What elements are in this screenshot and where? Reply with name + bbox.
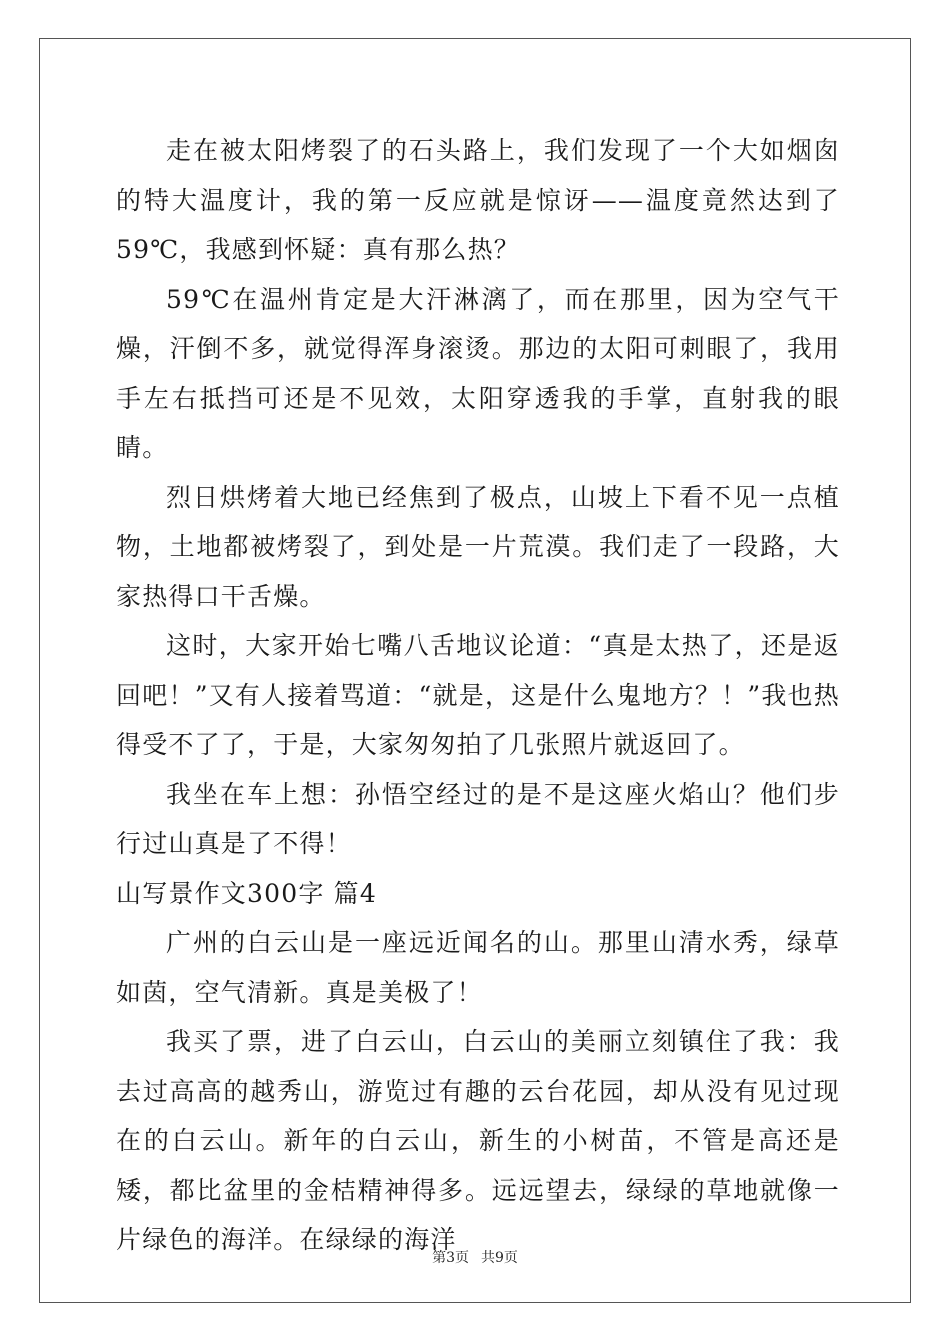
paragraph: 我买了票，进了白云山，白云山的美丽立刻镇住了我：我去过高高的越秀山，游览过有趣的云台花园，却从没有见过现在的白云山。新年的白云山，新生的小树苗，不管是高还是矮，都比盆里的金桔精神得多。远远望去，绿绿的草地就像一片绿色的海洋。在绿绿的海洋 (116, 1027, 840, 1254)
paragraph: 我坐在车上想：孙悟空经过的是不是这座火焰山？他们步行过山真是了不得！ (116, 779, 840, 858)
paragraph: 广州的白云山是一座远近闻名的山。那里山清水秀，绿草如茵，空气清新。真是美极了！ (116, 928, 840, 1007)
page-number-total: 共9页 (481, 1250, 518, 1266)
paragraph: 烈日烘烤着大地已经焦到了极点，山坡上下看不见一点植物，土地都被烤裂了，到处是一片荒漠。我们走了一段路，大家热得口干舌燥。 (116, 482, 840, 611)
page-footer (0, 1247, 950, 1267)
paragraph: 这时，大家开始七嘴八舌地议论道：“真是太热了，还是返回吧！”又有人接着骂道：“就是，这是什么鬼地方？！”我也热得受不了了，于是，大家匆匆拍了几张照片就返回了。 (116, 631, 840, 759)
paragraph: 59℃在温州肯定是大汗淋漓了，而在那里，因为空气干燥，汗倒不多，就觉得浑身滚烫。那边的太阳可刺眼了，我用手左右抵挡可还是不见效，太阳穿透我的手掌，直射我的眼睛。 (116, 284, 840, 462)
document-body (116, 126, 840, 1265)
page-number-current: 第3页 (432, 1250, 469, 1266)
section-heading: 山写景作文300字 篇4 (116, 878, 377, 908)
paragraph: 走在被太阳烤裂了的石头路上，我们发现了一个大如烟囱的特大温度计，我的第一反应就是惊讶——温度竟然达到了59℃，我感到怀疑：真有那么热？ (116, 136, 840, 264)
